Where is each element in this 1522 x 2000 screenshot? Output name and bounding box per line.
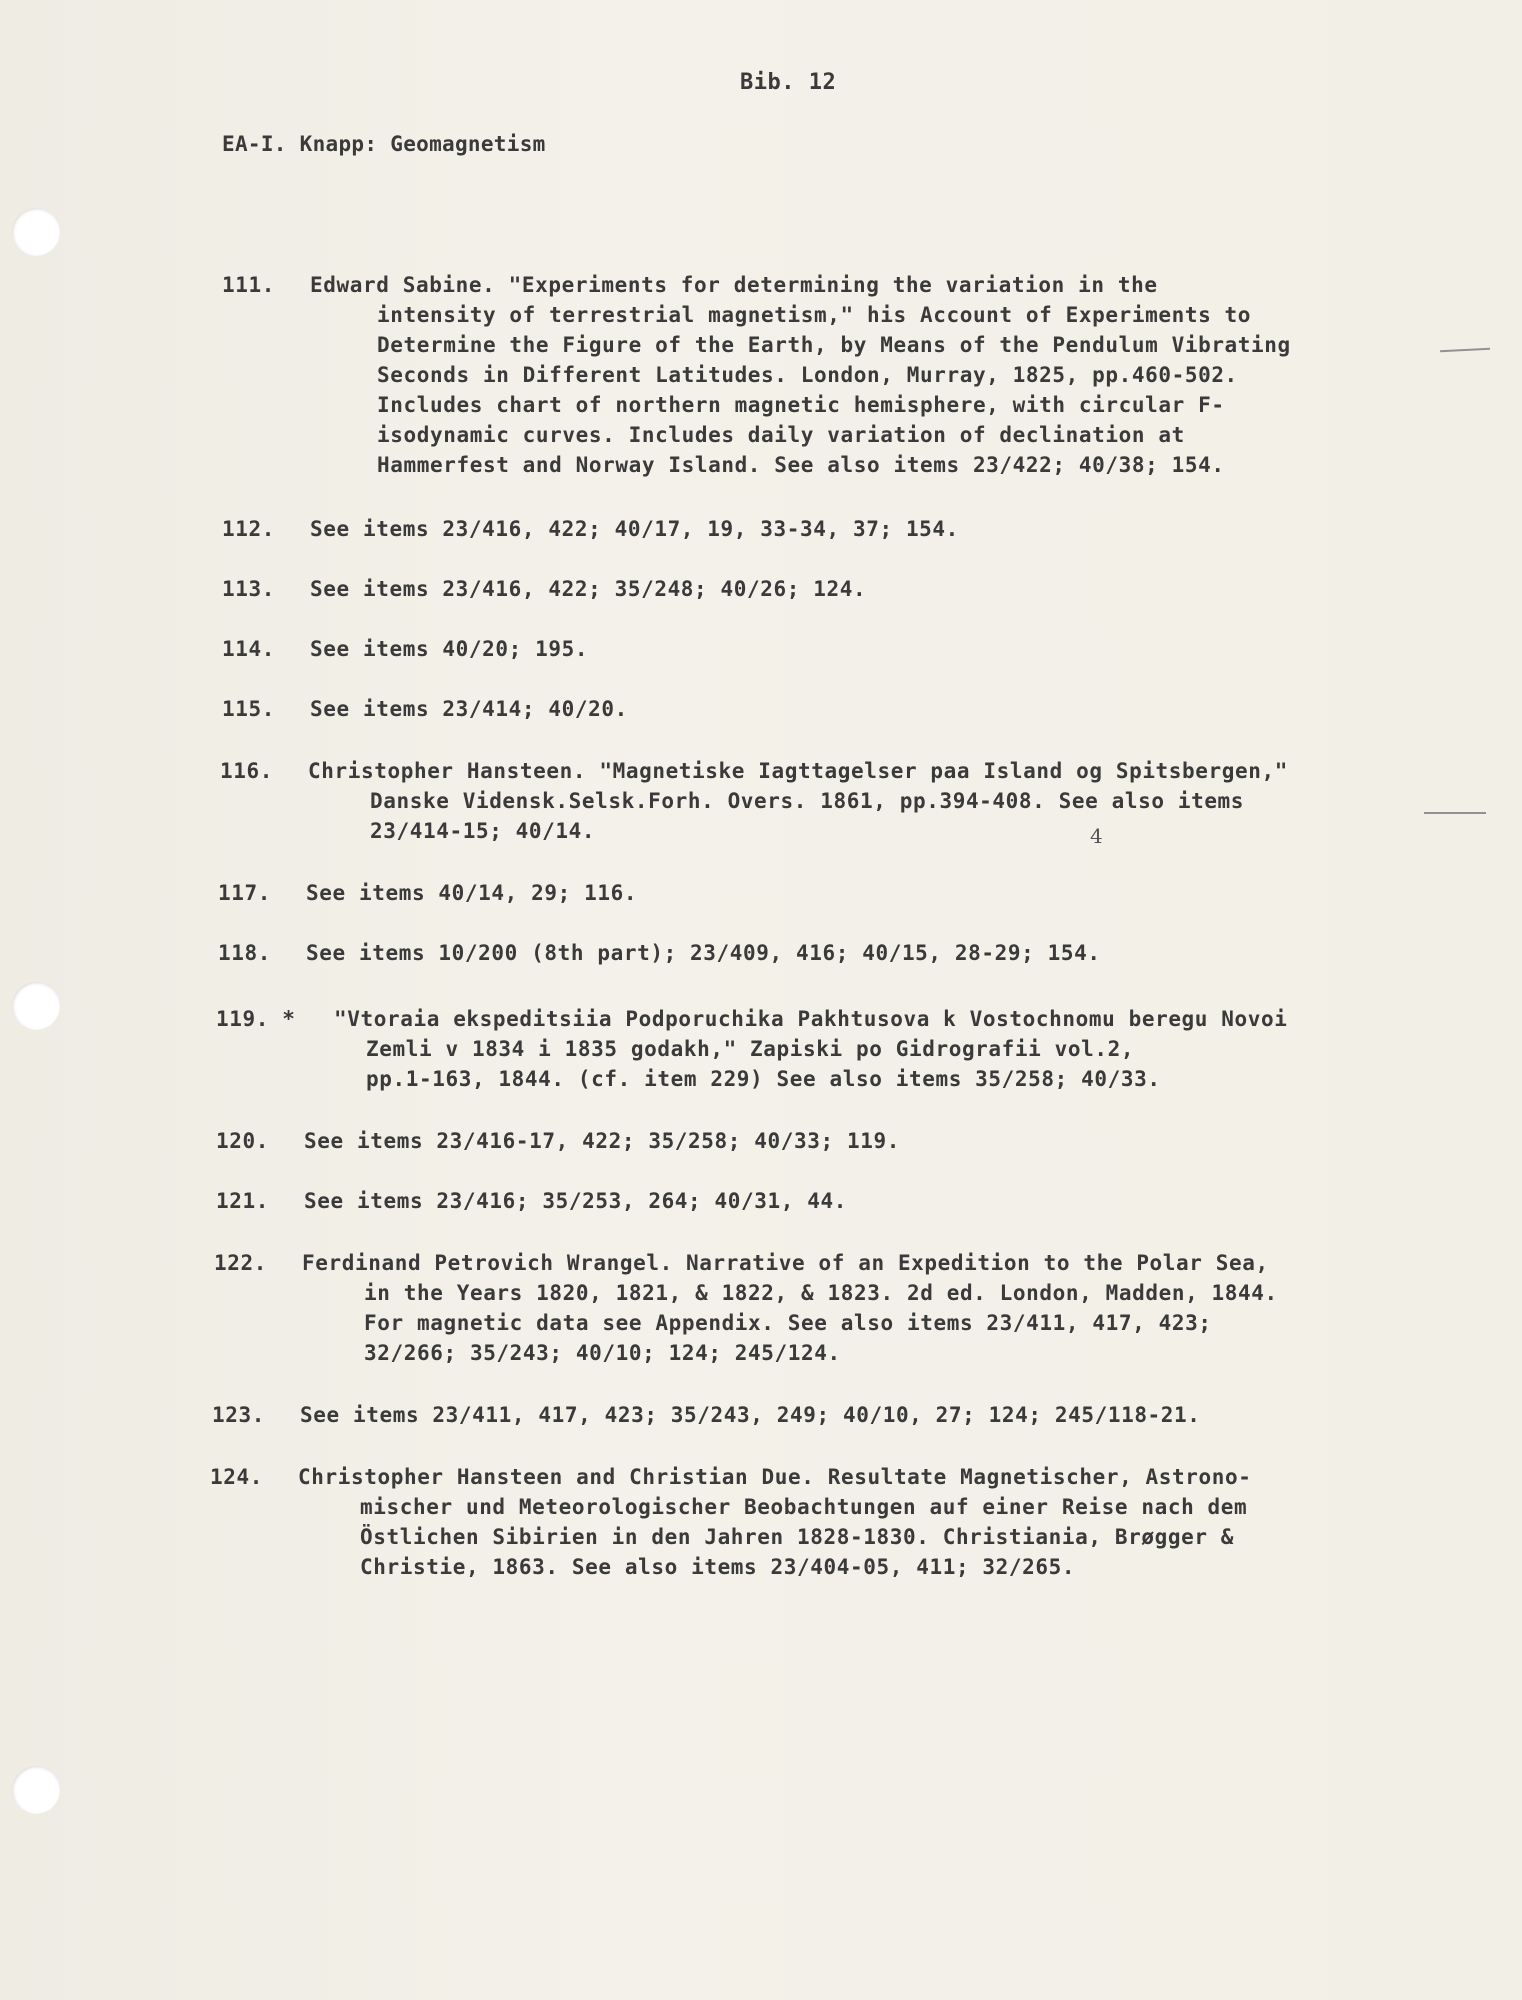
page-label: Bib. 12 [740, 70, 837, 95]
entry-line: Includes chart of northern magnetic hemisphere, with circular F- [377, 393, 1225, 417]
bib-entry-121 [216, 1186, 847, 1216]
entry-line: "Vtoraia ekspeditsiia Podporuchika Pakhtusova k Vostochnomu beregu Novoi [334, 1007, 1288, 1031]
entry-line: See items 23/416-17, 422; 35/258; 40/33; 119. [304, 1129, 900, 1153]
entry-line: See items 40/14, 29; 116. [306, 881, 638, 905]
bib-entry-113 [222, 574, 866, 604]
bib-entry-123 [212, 1400, 1201, 1430]
bib-entry-112 [222, 514, 959, 544]
entry-line: See items 23/411, 417, 423; 35/243, 249; 40/10, 27; 124; 245/118-21. [300, 1403, 1201, 1427]
entry-number: 119. * [216, 1007, 296, 1031]
entry-line: See items 23/414; 40/20. [310, 697, 628, 721]
entry-number: 112. [222, 517, 275, 541]
entry-line: See items 23/416, 422; 40/17, 19, 33-34, 37; 154. [310, 517, 959, 541]
bib-entry-117 [218, 878, 637, 908]
entry-line: Seconds in Different Latitudes. London, Murray, 1825, pp.460-502. [377, 363, 1238, 387]
entry-line: 23/414-15; 40/14. [370, 819, 596, 843]
entry-number: 118. [218, 941, 271, 965]
entry-number: 123. [212, 1403, 265, 1427]
entry-line: Hammerfest and Norway Island. See also items 23/422; 40/38; 154. [377, 453, 1225, 477]
entry-line: Edward Sabine. "Experiments for determining the variation in the [310, 273, 1158, 297]
entry-line: isodynamic curves. Includes daily variation of declination at [377, 423, 1185, 447]
bib-entry-111 [222, 270, 1291, 480]
document-title: EA-I. Knapp: Geomagnetism [222, 132, 546, 156]
punch-hole [12, 208, 60, 256]
entry-line: See items 10/200 (8th part); 23/409, 416; 40/15, 28-29; 154. [306, 941, 1101, 965]
entry-number: 116. [220, 759, 273, 783]
bib-entry-124 [210, 1462, 1252, 1582]
entry-line: intensity of terrestrial magnetism," his Account of Experiments to [377, 303, 1252, 327]
bib-entry-119 [216, 1004, 1288, 1094]
bib-entry-114 [222, 634, 588, 664]
entry-number: 124. [210, 1465, 263, 1489]
entry-line: mischer und Meteorologischer Beobachtungen auf einer Reise nach dem [360, 1495, 1248, 1519]
entry-line: Östlichen Sibirien in den Jahren 1828-1830. Christiania, Brøgger & [360, 1525, 1235, 1549]
entry-line: Ferdinand Petrovich Wrangel. Narrative of an Expedition to the Polar Sea, [302, 1251, 1269, 1275]
entry-line: Danske Vidensk.Selsk.Forh. Overs. 1861, pp.394-408. See also items [370, 789, 1245, 813]
entry-line: Christie, 1863. See also items 23/404-05, 411; 32/265. [360, 1555, 1076, 1579]
entry-line: in the Years 1820, 1821, & 1822, & 1823. 2d ed. London, Madden, 1844. [364, 1281, 1278, 1305]
entry-number: 117. [218, 881, 271, 905]
entry-line: For magnetic data see Appendix. See also items 23/411, 417, 423; [364, 1311, 1212, 1335]
entry-number: 120. [216, 1129, 269, 1153]
entry-line: pp.1-163, 1844. (cf. item 229) See also items 35/258; 40/33. [366, 1067, 1161, 1091]
entry-line: Christopher Hansteen and Christian Due. Resultate Magnetischer, Astrono- [298, 1465, 1252, 1489]
entry-number: 114. [222, 637, 275, 661]
entry-line: 32/266; 35/243; 40/10; 124; 245/124. [364, 1341, 841, 1365]
handwritten-correction: 4 [1090, 824, 1103, 848]
entry-line: Christopher Hansteen. "Magnetiske Iagttagelser paa Island og Spitsbergen," [308, 759, 1288, 783]
bib-entry-118 [218, 938, 1101, 968]
bib-entry-116 [220, 756, 1288, 846]
entry-line: See items 23/416, 422; 35/248; 40/26; 124. [310, 577, 867, 601]
entry-line: See items 40/20; 195. [310, 637, 589, 661]
entry-number: 111. [222, 273, 275, 297]
entry-number: 113. [222, 577, 275, 601]
entry-number: 115. [222, 697, 275, 721]
bib-entry-120 [216, 1126, 900, 1156]
entry-line: Determine the Figure of the Earth, by Means of the Pendulum Vibrating [377, 333, 1291, 357]
entry-number: 121. [216, 1189, 269, 1213]
entry-line: See items 23/416; 35/253, 264; 40/31, 44. [304, 1189, 847, 1213]
bib-entry-122 [214, 1248, 1278, 1368]
entry-number: 122. [214, 1251, 267, 1275]
entry-line: Zemli v 1834 i 1835 godakh," Zapiski po Gidrografii vol.2, [366, 1037, 1135, 1061]
margin-pencil-mark [1440, 348, 1490, 353]
margin-pencil-mark [1424, 812, 1486, 814]
bib-entry-115 [222, 694, 628, 724]
punch-hole [12, 1766, 60, 1814]
punch-hole [12, 982, 60, 1030]
